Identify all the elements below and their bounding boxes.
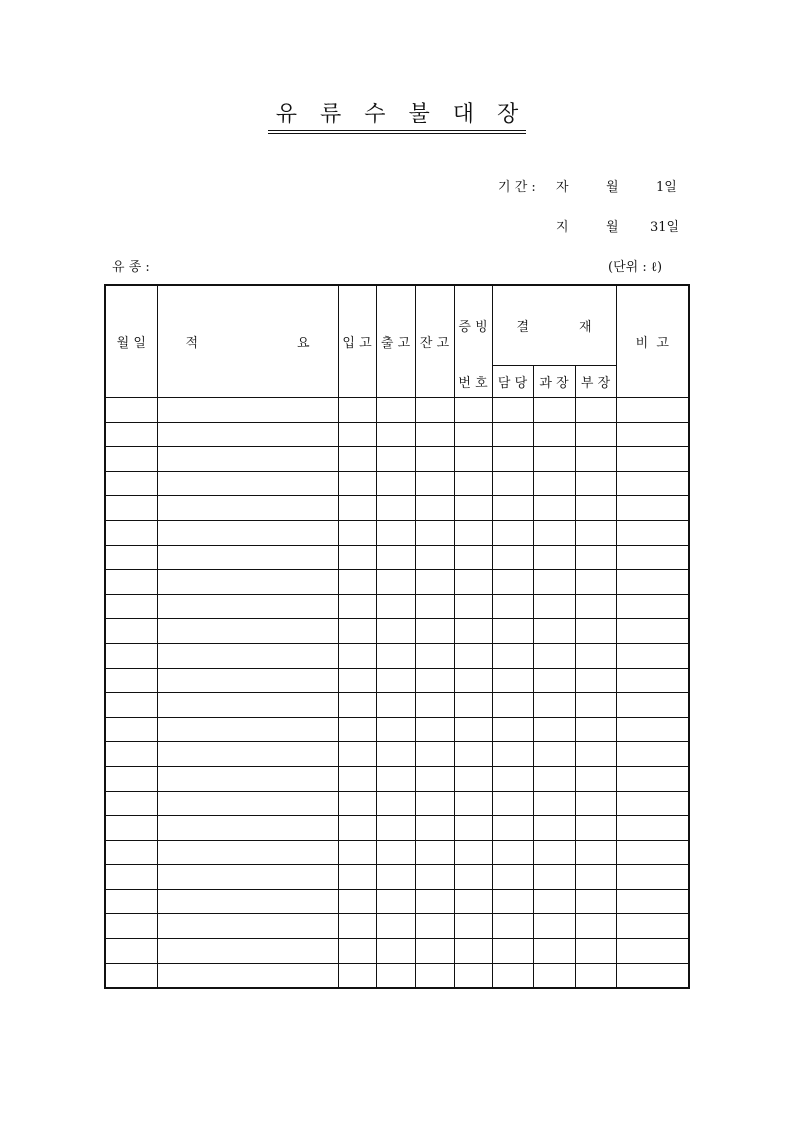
header-approval-left: 결 (516, 320, 530, 335)
cell-approver-2[interactable] (533, 520, 575, 545)
cell-date[interactable] (105, 619, 157, 644)
cell-approver-1[interactable] (492, 422, 533, 447)
cell-out[interactable] (376, 668, 415, 693)
cell-out[interactable] (376, 742, 415, 767)
cell-balance[interactable] (415, 766, 454, 791)
period-from-day: 1일 (656, 180, 677, 195)
cell-approver-1[interactable] (492, 594, 533, 619)
cell-balance[interactable] (415, 791, 454, 816)
cell-remarks[interactable] (616, 447, 689, 472)
cell-approver-1[interactable] (492, 643, 533, 668)
cell-approver-3[interactable] (575, 422, 616, 447)
cell-summary[interactable] (157, 840, 338, 865)
cell-remarks[interactable] (616, 693, 689, 718)
cell-approver-1[interactable] (492, 963, 533, 988)
cell-remarks[interactable] (616, 742, 689, 767)
cell-approver-3[interactable] (575, 520, 616, 545)
cell-remarks[interactable] (616, 963, 689, 988)
cell-approver-1[interactable] (492, 570, 533, 595)
cell-summary[interactable] (157, 668, 338, 693)
cell-in[interactable] (338, 865, 376, 890)
cell-balance[interactable] (415, 693, 454, 718)
cell-approver-3[interactable] (575, 791, 616, 816)
cell-summary[interactable] (157, 914, 338, 939)
cell-voucher[interactable] (454, 963, 492, 988)
cell-date[interactable] (105, 496, 157, 521)
table-row (105, 520, 689, 545)
cell-approver-2[interactable] (533, 422, 575, 447)
header-summary (157, 285, 338, 398)
cell-approver-1[interactable] (492, 742, 533, 767)
cell-approver-3[interactable] (575, 889, 616, 914)
cell-remarks[interactable] (616, 496, 689, 521)
cell-out[interactable] (376, 545, 415, 570)
cell-balance[interactable] (415, 520, 454, 545)
cell-approver-3[interactable] (575, 939, 616, 964)
cell-voucher[interactable] (454, 594, 492, 619)
cell-remarks[interactable] (616, 766, 689, 791)
header-date: 월 일 (105, 285, 157, 398)
cell-approver-2[interactable] (533, 865, 575, 890)
cell-date[interactable] (105, 889, 157, 914)
cell-in[interactable] (338, 545, 376, 570)
cell-voucher[interactable] (454, 914, 492, 939)
table-row (105, 471, 689, 496)
cell-voucher[interactable] (454, 447, 492, 472)
cell-approver-2[interactable] (533, 643, 575, 668)
cell-out[interactable] (376, 422, 415, 447)
cell-in[interactable] (338, 766, 376, 791)
period-label: 기 간 : (498, 180, 536, 195)
cell-summary[interactable] (157, 520, 338, 545)
cell-remarks[interactable] (616, 668, 689, 693)
cell-approver-2[interactable] (533, 766, 575, 791)
cell-voucher[interactable] (454, 865, 492, 890)
cell-summary[interactable] (157, 422, 338, 447)
cell-voucher[interactable] (454, 398, 492, 423)
cell-date[interactable] (105, 643, 157, 668)
table-row (105, 914, 689, 939)
oil-type-label: 유 종 : (112, 260, 150, 275)
cell-approver-2[interactable] (533, 447, 575, 472)
cell-remarks[interactable] (616, 840, 689, 865)
cell-approver-1[interactable] (492, 447, 533, 472)
table-row (105, 840, 689, 865)
cell-out[interactable] (376, 447, 415, 472)
cell-out[interactable] (376, 914, 415, 939)
table-row (105, 422, 689, 447)
cell-balance[interactable] (415, 865, 454, 890)
cell-date[interactable] (105, 594, 157, 619)
cell-out[interactable] (376, 816, 415, 841)
cell-in[interactable] (338, 914, 376, 939)
header-balance: 잔 고 (415, 285, 454, 398)
cell-summary[interactable] (157, 447, 338, 472)
cell-remarks[interactable] (616, 865, 689, 890)
cell-summary[interactable] (157, 791, 338, 816)
cell-approver-1[interactable] (492, 471, 533, 496)
cell-approver-1[interactable] (492, 545, 533, 570)
cell-approver-2[interactable] (533, 816, 575, 841)
cell-approver-3[interactable] (575, 865, 616, 890)
cell-balance[interactable] (415, 496, 454, 521)
cell-remarks[interactable] (616, 816, 689, 841)
header-in: 입 고 (338, 285, 376, 398)
document-title-text: 유 류 수 불 대 장 (268, 102, 526, 134)
cell-voucher[interactable] (454, 619, 492, 644)
cell-remarks[interactable] (616, 594, 689, 619)
cell-date[interactable] (105, 840, 157, 865)
cell-in[interactable] (338, 816, 376, 841)
cell-voucher[interactable] (454, 471, 492, 496)
table-row (105, 939, 689, 964)
cell-approver-3[interactable] (575, 963, 616, 988)
cell-remarks[interactable] (616, 717, 689, 742)
cell-approver-2[interactable] (533, 398, 575, 423)
cell-out[interactable] (376, 398, 415, 423)
cell-out[interactable] (376, 717, 415, 742)
cell-voucher[interactable] (454, 668, 492, 693)
cell-balance[interactable] (415, 471, 454, 496)
cell-out[interactable] (376, 889, 415, 914)
cell-approver-2[interactable] (533, 939, 575, 964)
cell-date[interactable] (105, 422, 157, 447)
cell-summary[interactable] (157, 594, 338, 619)
cell-remarks[interactable] (616, 643, 689, 668)
cell-approver-3[interactable] (575, 914, 616, 939)
cell-voucher[interactable] (454, 545, 492, 570)
cell-balance[interactable] (415, 939, 454, 964)
cell-remarks[interactable] (616, 619, 689, 644)
cell-in[interactable] (338, 520, 376, 545)
cell-date[interactable] (105, 791, 157, 816)
cell-voucher[interactable] (454, 889, 492, 914)
cell-balance[interactable] (415, 545, 454, 570)
table-row (105, 496, 689, 521)
cell-summary[interactable] (157, 939, 338, 964)
cell-voucher[interactable] (454, 496, 492, 521)
cell-voucher[interactable] (454, 766, 492, 791)
cell-approver-1[interactable] (492, 398, 533, 423)
cell-approver-3[interactable] (575, 742, 616, 767)
table-row (105, 447, 689, 472)
cell-date[interactable] (105, 545, 157, 570)
cell-balance[interactable] (415, 963, 454, 988)
cell-approver-3[interactable] (575, 398, 616, 423)
cell-approver-3[interactable] (575, 496, 616, 521)
cell-approver-1[interactable] (492, 816, 533, 841)
cell-remarks[interactable] (616, 570, 689, 595)
cell-approver-3[interactable] (575, 717, 616, 742)
cell-approver-1[interactable] (492, 865, 533, 890)
cell-date[interactable] (105, 939, 157, 964)
cell-voucher[interactable] (454, 816, 492, 841)
cell-in[interactable] (338, 619, 376, 644)
header-approver-2: 과 장 (533, 366, 575, 398)
cell-out[interactable] (376, 939, 415, 964)
cell-in[interactable] (338, 496, 376, 521)
cell-balance[interactable] (415, 447, 454, 472)
cell-balance[interactable] (415, 717, 454, 742)
cell-out[interactable] (376, 963, 415, 988)
cell-balance[interactable] (415, 816, 454, 841)
cell-voucher[interactable] (454, 791, 492, 816)
cell-voucher[interactable] (454, 693, 492, 718)
cell-approver-3[interactable] (575, 693, 616, 718)
cell-approver-2[interactable] (533, 619, 575, 644)
cell-voucher[interactable] (454, 742, 492, 767)
cell-in[interactable] (338, 939, 376, 964)
cell-summary[interactable] (157, 963, 338, 988)
table-row (105, 742, 689, 767)
cell-remarks[interactable] (616, 914, 689, 939)
cell-approver-3[interactable] (575, 570, 616, 595)
cell-date[interactable] (105, 398, 157, 423)
cell-approver-2[interactable] (533, 717, 575, 742)
period-from-label: 자 (556, 180, 569, 195)
cell-voucher[interactable] (454, 717, 492, 742)
cell-remarks[interactable] (616, 939, 689, 964)
table-row (105, 545, 689, 570)
period-to-month-label: 월 (606, 220, 619, 235)
table-row (105, 963, 689, 988)
cell-date[interactable] (105, 668, 157, 693)
cell-approver-1[interactable] (492, 496, 533, 521)
cell-voucher[interactable] (454, 520, 492, 545)
cell-remarks[interactable] (616, 471, 689, 496)
cell-balance[interactable] (415, 594, 454, 619)
cell-date[interactable] (105, 914, 157, 939)
ledger-table (104, 284, 690, 989)
cell-approver-1[interactable] (492, 693, 533, 718)
cell-approver-2[interactable] (533, 889, 575, 914)
cell-date[interactable] (105, 865, 157, 890)
cell-approver-3[interactable] (575, 471, 616, 496)
cell-out[interactable] (376, 471, 415, 496)
cell-out[interactable] (376, 520, 415, 545)
cell-date[interactable] (105, 520, 157, 545)
cell-approver-1[interactable] (492, 717, 533, 742)
cell-summary[interactable] (157, 643, 338, 668)
table-row (105, 717, 689, 742)
cell-in[interactable] (338, 447, 376, 472)
cell-out[interactable] (376, 791, 415, 816)
cell-date[interactable] (105, 742, 157, 767)
cell-in[interactable] (338, 840, 376, 865)
cell-date[interactable] (105, 963, 157, 988)
table-row (105, 766, 689, 791)
cell-remarks[interactable] (616, 422, 689, 447)
cell-voucher[interactable] (454, 570, 492, 595)
header-summary-left: 적 (185, 336, 199, 351)
header-approver-1: 담 당 (492, 366, 533, 398)
cell-date[interactable] (105, 816, 157, 841)
cell-approver-3[interactable] (575, 766, 616, 791)
cell-approver-1[interactable] (492, 840, 533, 865)
cell-in[interactable] (338, 643, 376, 668)
cell-remarks[interactable] (616, 791, 689, 816)
cell-approver-2[interactable] (533, 545, 575, 570)
cell-summary[interactable] (157, 693, 338, 718)
cell-in[interactable] (338, 791, 376, 816)
cell-summary[interactable] (157, 619, 338, 644)
cell-approver-3[interactable] (575, 668, 616, 693)
cell-approver-3[interactable] (575, 840, 616, 865)
period-to-day: 31일 (650, 220, 680, 235)
cell-approver-2[interactable] (533, 496, 575, 521)
cell-approver-1[interactable] (492, 889, 533, 914)
cell-date[interactable] (105, 693, 157, 718)
cell-out[interactable] (376, 570, 415, 595)
cell-voucher[interactable] (454, 422, 492, 447)
cell-in[interactable] (338, 889, 376, 914)
cell-out[interactable] (376, 643, 415, 668)
cell-voucher[interactable] (454, 939, 492, 964)
cell-balance[interactable] (415, 619, 454, 644)
period-to-label: 지 (556, 220, 569, 235)
cell-summary[interactable] (157, 742, 338, 767)
table-row (105, 865, 689, 890)
header-out: 출 고 (376, 285, 415, 398)
cell-out[interactable] (376, 766, 415, 791)
cell-remarks[interactable] (616, 545, 689, 570)
cell-approver-3[interactable] (575, 643, 616, 668)
cell-approver-2[interactable] (533, 693, 575, 718)
cell-out[interactable] (376, 693, 415, 718)
cell-approver-3[interactable] (575, 619, 616, 644)
cell-out[interactable] (376, 840, 415, 865)
cell-approver-3[interactable] (575, 545, 616, 570)
cell-date[interactable] (105, 570, 157, 595)
cell-remarks[interactable] (616, 520, 689, 545)
table-row (105, 643, 689, 668)
table-row (105, 570, 689, 595)
period-from-month-label: 월 (606, 180, 619, 195)
cell-summary[interactable] (157, 816, 338, 841)
cell-approver-2[interactable] (533, 570, 575, 595)
cell-date[interactable] (105, 471, 157, 496)
header-summary-right: 요 (296, 336, 310, 351)
table-row (105, 693, 689, 718)
cell-in[interactable] (338, 668, 376, 693)
cell-summary[interactable] (157, 471, 338, 496)
cell-in[interactable] (338, 594, 376, 619)
unit-label: (단위 : ℓ) (608, 260, 663, 275)
cell-balance[interactable] (415, 914, 454, 939)
cell-out[interactable] (376, 594, 415, 619)
cell-approver-2[interactable] (533, 914, 575, 939)
header-approval (492, 285, 616, 366)
cell-in[interactable] (338, 963, 376, 988)
cell-approver-1[interactable] (492, 520, 533, 545)
cell-remarks[interactable] (616, 889, 689, 914)
header-approver-3: 부 장 (575, 366, 616, 398)
cell-voucher[interactable] (454, 840, 492, 865)
cell-approver-3[interactable] (575, 816, 616, 841)
cell-summary[interactable] (157, 865, 338, 890)
cell-in[interactable] (338, 471, 376, 496)
cell-approver-2[interactable] (533, 742, 575, 767)
cell-in[interactable] (338, 398, 376, 423)
cell-summary[interactable] (157, 398, 338, 423)
cell-out[interactable] (376, 496, 415, 521)
cell-summary[interactable] (157, 766, 338, 791)
header-voucher-bottom: 번 호 (454, 366, 492, 398)
cell-in[interactable] (338, 570, 376, 595)
cell-approver-1[interactable] (492, 619, 533, 644)
cell-date[interactable] (105, 766, 157, 791)
ledger-body (105, 398, 689, 989)
cell-approver-2[interactable] (533, 791, 575, 816)
cell-approver-1[interactable] (492, 791, 533, 816)
cell-in[interactable] (338, 422, 376, 447)
table-row (105, 889, 689, 914)
cell-voucher[interactable] (454, 643, 492, 668)
cell-in[interactable] (338, 742, 376, 767)
cell-balance[interactable] (415, 889, 454, 914)
table-row (105, 816, 689, 841)
table-row (105, 791, 689, 816)
cell-approver-2[interactable] (533, 668, 575, 693)
cell-approver-1[interactable] (492, 939, 533, 964)
cell-out[interactable] (376, 619, 415, 644)
cell-in[interactable] (338, 693, 376, 718)
cell-out[interactable] (376, 865, 415, 890)
cell-balance[interactable] (415, 422, 454, 447)
cell-summary[interactable] (157, 496, 338, 521)
cell-approver-1[interactable] (492, 766, 533, 791)
cell-summary[interactable] (157, 717, 338, 742)
cell-approver-2[interactable] (533, 840, 575, 865)
table-row (105, 619, 689, 644)
cell-balance[interactable] (415, 643, 454, 668)
header-remarks: 비 고 (616, 285, 689, 398)
cell-in[interactable] (338, 717, 376, 742)
table-row (105, 594, 689, 619)
cell-balance[interactable] (415, 742, 454, 767)
header-voucher-top: 증 빙 (454, 285, 492, 366)
cell-balance[interactable] (415, 668, 454, 693)
cell-approver-3[interactable] (575, 447, 616, 472)
cell-summary[interactable] (157, 545, 338, 570)
cell-remarks[interactable] (616, 398, 689, 423)
cell-summary[interactable] (157, 570, 338, 595)
table-row (105, 398, 689, 423)
cell-approver-3[interactable] (575, 594, 616, 619)
cell-approver-2[interactable] (533, 963, 575, 988)
cell-approver-1[interactable] (492, 668, 533, 693)
cell-date[interactable] (105, 447, 157, 472)
cell-balance[interactable] (415, 398, 454, 423)
cell-balance[interactable] (415, 840, 454, 865)
cell-approver-2[interactable] (533, 594, 575, 619)
cell-balance[interactable] (415, 570, 454, 595)
cell-approver-1[interactable] (492, 914, 533, 939)
table-row (105, 668, 689, 693)
header-approval-right: 재 (578, 320, 592, 335)
document-title (0, 102, 794, 134)
cell-summary[interactable] (157, 889, 338, 914)
cell-date[interactable] (105, 717, 157, 742)
cell-approver-2[interactable] (533, 471, 575, 496)
